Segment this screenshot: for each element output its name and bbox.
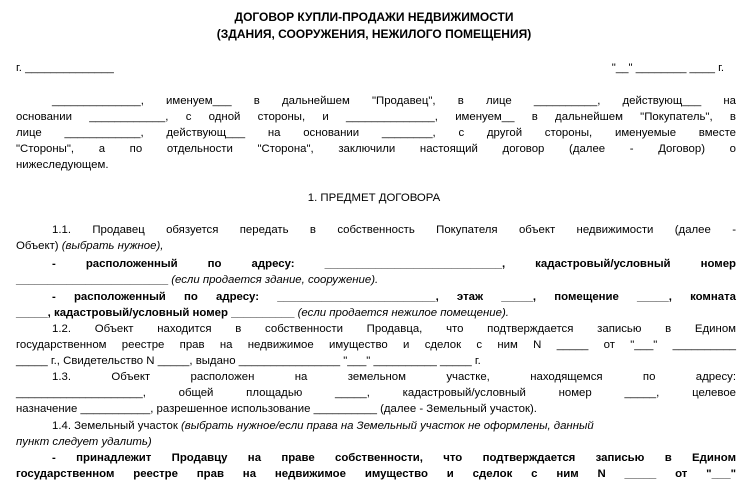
clause-text: _____, кадастровый/условный номер __________ — [16, 307, 298, 319]
preamble-line-5: нижеследующем. — [16, 159, 109, 171]
clause-1-3-line-3: назначение ___________, разрешенное использование __________ (далее - Земельный участок). — [16, 403, 537, 415]
city-field: г. ______________ — [16, 62, 114, 74]
clause-1-1-line-4 — [16, 272, 736, 288]
clause-note: (выбрать нужное/если права на Земельный участок не оформлены, данный — [180, 420, 594, 432]
clause-text: 1.4. Земельный участок — [52, 420, 181, 432]
clause-1-4-line-4: государственном реестре прав на недвижимое имущество и сделок с ним N _____ от "___" — [16, 468, 736, 480]
clause-1-4-line-2: пункт следует удалить) — [16, 436, 152, 448]
clause-1-3-line-2: ____________________, общей площадью _____, кадастровый/условный номер _____, целевое — [16, 387, 736, 399]
clause-1-2-line-3: _____ г., Свидетельство N _____, выдано ________________ "___" __________ _____ г. — [16, 355, 481, 367]
clause-note: (выбрать нужное), — [61, 240, 164, 252]
clause-note: (если продается здание, сооружение). — [171, 274, 379, 286]
preamble-line-3: лице ____________, действующ___ на основании ________, с другой стороны, именуемые вместе — [16, 127, 736, 139]
preamble-line-1: ______________, именуем___ в дальнейшем "Продавец", в лице __________, действующ___ на — [52, 95, 736, 107]
clause-text: Объект) — [16, 240, 62, 252]
clause-1-1-line-1: 1.1. Продавец обязуется передать в собственность Покупателя объект недвижимости (далее - — [52, 224, 736, 236]
clause-1-1-line-6 — [16, 305, 736, 321]
date-field: "__" ________ ____ г. — [611, 62, 724, 74]
clause-1-2-line-2: государственном реестре прав на недвижимое имущество и сделок с ним N _____ от "___" __________ — [16, 339, 736, 351]
clause-note: (если продается нежилое помещение). — [297, 307, 509, 319]
document-subtitle: (ЗДАНИЯ, СООРУЖЕНИЯ, НЕЖИЛОГО ПОМЕЩЕНИЯ) — [216, 27, 532, 41]
clause-1-4-line-1 — [52, 418, 736, 434]
clause-1-1-line-2 — [16, 238, 736, 254]
document-title: ДОГОВОР КУПЛИ-ПРОДАЖИ НЕДВИЖИМОСТИ — [234, 10, 514, 24]
clause-1-1-line-5: - расположенный по адресу: _________________________, этаж _____, помещение _____, комната — [52, 291, 736, 303]
clause-text: ________________________ — [16, 274, 172, 286]
header-line — [16, 60, 736, 76]
clause-1-4-line-3: - принадлежит Продавцу на праве собственности, что подтверждается записью в Едином — [52, 452, 736, 464]
clause-1-1-line-3: - расположенный по адресу: ____________________________, кадастровый/условный номер — [52, 258, 736, 270]
preamble-line-2: основании ____________, с одной стороны, и ______________, именуем__ в дальнейшем "Покупатель", в — [16, 111, 736, 123]
clause-1-3-line-1: 1.3. Объект расположен на земельном участке, находящемся по адресу: — [52, 371, 736, 383]
preamble-line-4: "Стороны", а по отдельности "Сторона", заключили настоящий договор (далее - Договор) о — [16, 143, 736, 155]
section-heading: 1. ПРЕДМЕТ ДОГОВОРА — [307, 192, 441, 204]
clause-1-2-line-1: 1.2. Объект находится в собственности Продавца, что подтверждается записью в Едином — [52, 323, 736, 335]
